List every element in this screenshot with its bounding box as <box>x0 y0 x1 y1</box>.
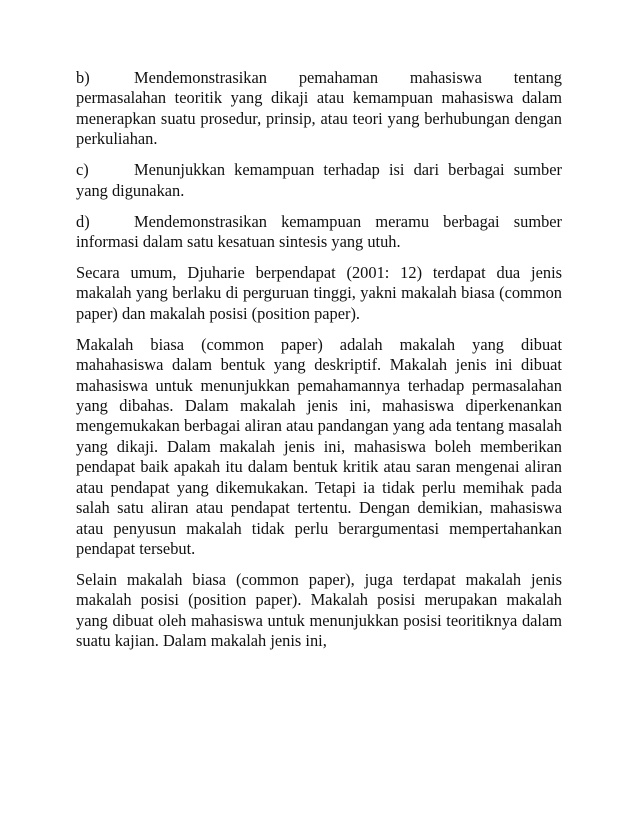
list-item-text: Mendemonstrasikan pemahaman mahasiswa tentang permasalahan teoritik yang dikaji atau kemampuan mahasiswa dalam menerapkan suatu prosedur, prinsip, atau teori yang berhubungan dengan perkuliahan. <box>76 68 562 149</box>
document-page <box>76 68 562 662</box>
list-item-text: Menunjukkan kemampuan terhadap isi dari berbagai sumber yang digunakan. <box>76 160 562 200</box>
paragraph-common-paper: Makalah biasa (common paper) adalah makalah yang dibuat mahahasiswa dalam bentuk yang deskriptif. Makalah jenis ini dibuat mahasiswa untuk menunjukkan pemahamannya terhadap permasalahan yang dibahas. Dalam makalah jenis ini, mahasiswa diperkenankan mengemukakan berbagai aliran atau pandangan yang ada tentang masalah yang dikaji. Dalam makalah jenis ini, mahasiswa boleh memberikan pendapat baik apakah itu dalam bentuk kritik atau saran mengenai aliran atau pendapat yang dikemukakan. Tetapi ia tidak perlu memihak pada salah satu aliran atau pendapat tertentu. Dengan demikian, mahasiswa atau penyusun makalah tidak perlu berargumentasi mempertahankan pendapat tersebut. <box>76 334 562 558</box>
list-marker: d) <box>76 211 90 231</box>
list-marker: b) <box>76 68 90 87</box>
paragraph-paper-types: Secara umum, Djuharie berpendapat (2001: 12) terdapat dua jenis makalah yang berlaku di perguruan tinggi, yakni makalah biasa (common paper) dan makalah posisi (position paper). <box>76 263 562 323</box>
list-marker: c) <box>76 160 89 180</box>
list-item-d <box>76 212 562 253</box>
list-item-text: Mendemonstrasikan kemampuan meramu berbagai sumber informasi dalam satu kesatuan sintesis yang utuh. <box>76 211 562 252</box>
list-item-c <box>76 160 562 201</box>
paragraph-position-paper: Selain makalah biasa (common paper), juga terdapat makalah jenis makalah posisi (position paper). Makalah posisi merupakan makalah yang dibuat oleh mahasiswa untuk menunjukkan posisi teoritiknya dalam suatu kajian. Dalam makalah jenis ini, <box>76 569 562 651</box>
list-item-b <box>76 68 562 150</box>
